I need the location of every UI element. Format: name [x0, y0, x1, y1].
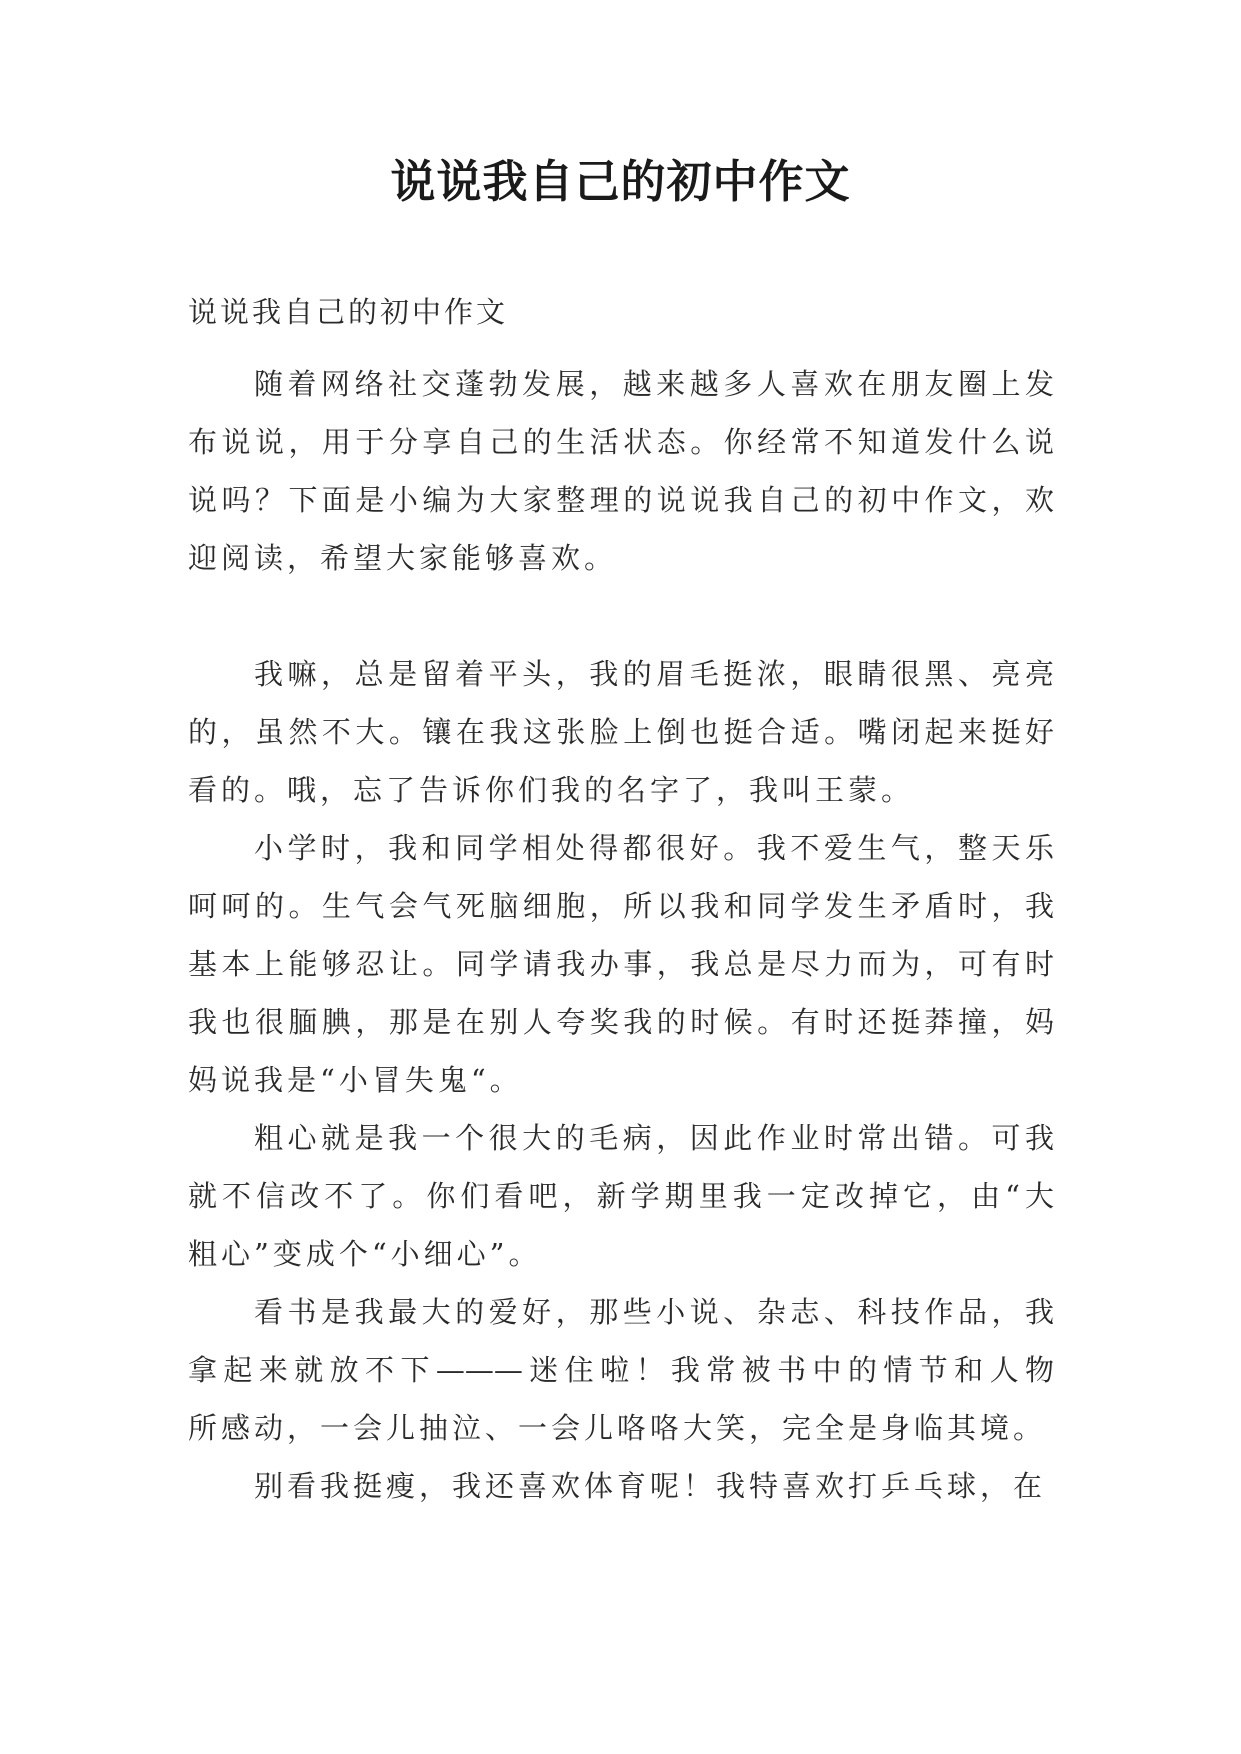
paragraph [188, 1457, 1054, 1515]
document-title: 说说我自己的初中作文 [390, 155, 851, 208]
document-body [188, 355, 1054, 1515]
paragraph-line: 随着网络社交蓬勃发展，越来越多人喜欢在朋友圈上发 [254, 367, 1054, 401]
paragraph-line: 我也很腼腆，那是在别人夸奖我的时候。有时还挺莽撞，妈 [188, 1005, 1054, 1039]
paragraph-line: 布说说，用于分享自己的生活状态。你经常不知道发什么说 [188, 425, 1054, 459]
paragraph-line: 小学时，我和同学相处得都很好。我不爱生气，整天乐 [254, 831, 1054, 865]
paragraph [188, 819, 1054, 1109]
paragraph-line: 妈说我是“小冒失鬼“。 [188, 1063, 523, 1097]
paragraph-line: 看书是我最大的爱好，那些小说、杂志、科技作品，我 [254, 1295, 1054, 1329]
paragraph-line: 呵呵的。生气会气死脑细胞，所以我和同学发生矛盾时，我 [188, 889, 1054, 923]
paragraph-line: 看的。哦，忘了告诉你们我的名字了，我叫王蒙。 [188, 773, 915, 807]
paragraph-line: 粗心”变成个“小细心”。 [188, 1237, 542, 1271]
paragraph-line: 迎阅读，希望大家能够喜欢。 [188, 541, 618, 575]
paragraph [188, 1283, 1054, 1457]
paragraph-line: 就不信改不了。你们看吧，新学期里我一定改掉它，由“大 [188, 1179, 1054, 1213]
paragraph-line: 粗心就是我一个很大的毛病，因此作业时常出错。可我 [254, 1121, 1054, 1155]
paragraph-line: 的，虽然不大。镶在我这张脸上倒也挺合适。嘴闭起来挺好 [188, 715, 1054, 749]
paragraph [188, 355, 1054, 587]
document-subtitle: 说说我自己的初中作文 [188, 295, 509, 329]
paragraph-line: 所感动，一会儿抽泣、一会儿咯咯大笑，完全是身临其境。 [188, 1411, 1047, 1445]
paragraph-line: 基本上能够忍让。同学请我办事，我总是尽力而为，可有时 [188, 947, 1054, 981]
paragraph-line: 说吗？下面是小编为大家整理的说说我自己的初中作文，欢 [188, 483, 1054, 517]
paragraph-line: 拿起来就放不下———迷住啦！我常被书中的情节和人物 [188, 1353, 1054, 1387]
paragraph-line: 别看我挺瘦，我还喜欢体育呢！我特喜欢打乒乓球，在 [254, 1469, 1047, 1503]
paragraph-line: 我嘛，总是留着平头，我的眉毛挺浓，眼睛很黑、亮亮 [254, 657, 1054, 691]
paragraph [188, 645, 1054, 819]
paragraph [188, 1109, 1054, 1283]
